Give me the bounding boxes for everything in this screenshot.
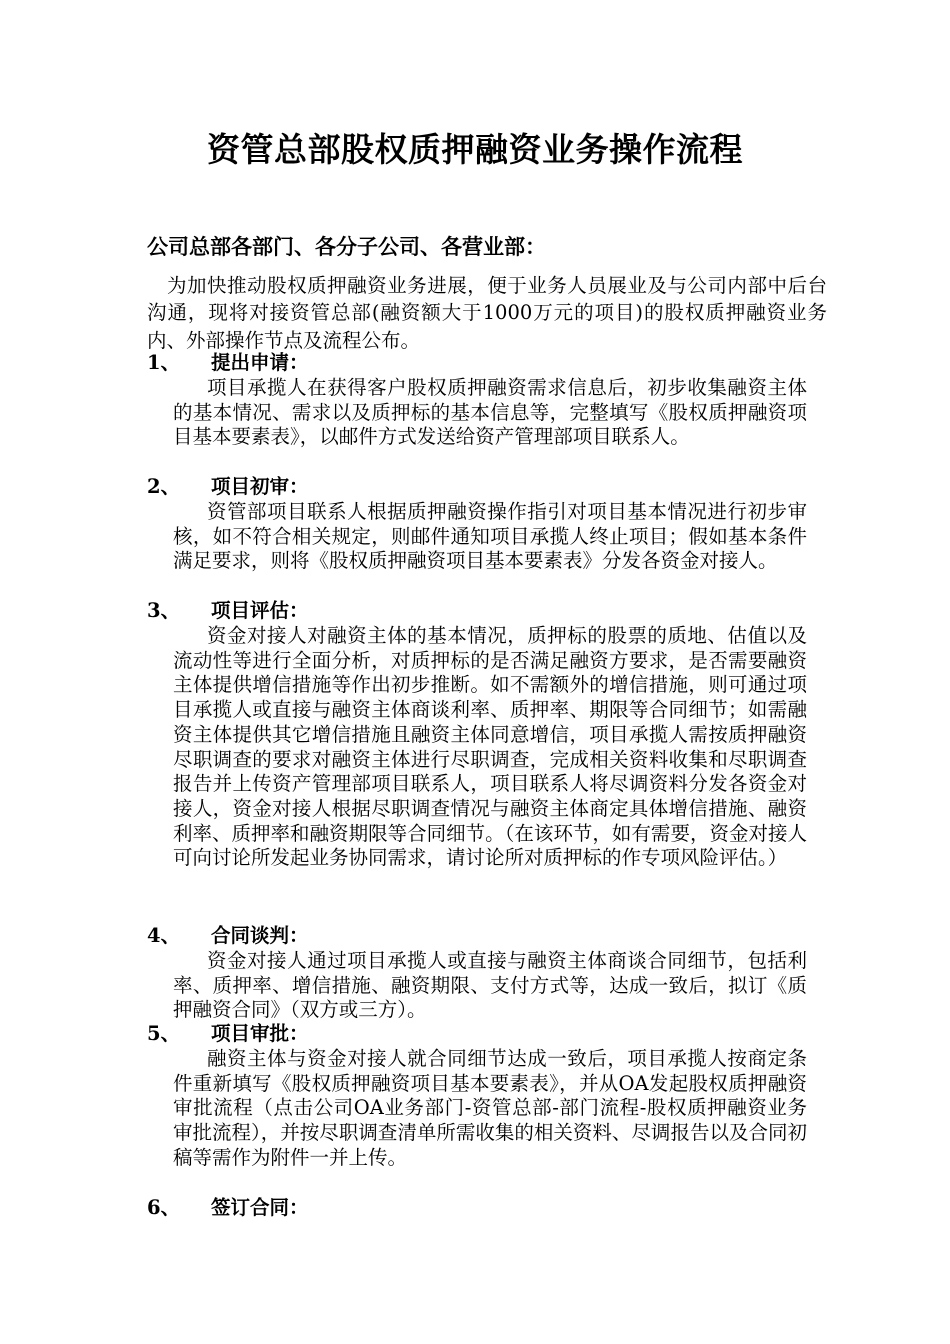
addressee-line: 公司总部各部门、各分子公司、各营业部： [147, 234, 546, 259]
section-heading [147, 922, 827, 949]
section-title: 签订合同： [211, 1196, 309, 1219]
section-title: 提出申请： [211, 351, 309, 374]
section-paragraph: 资金对接人通过项目承揽人或直接与融资主体商谈合同细节，包括利率、质押率、增信措施、融资期限、支付方式等，达成一致后，拟订《质押融资合同》（双方或三方）。 [173, 949, 807, 1022]
section-number: 6、 [147, 1196, 181, 1219]
section-paragraph: 项目承揽人在获得客户股权质押融资需求信息后，初步收集融资主体的基本情况、需求以及质押标的基本信息等，完整填写《股权质押融资项目基本要素表》，以邮件方式发送给资产管理部项目联系人。 [173, 376, 807, 449]
section-heading [147, 349, 827, 376]
document-title: 资管总部股权质押融资业务操作流程 [207, 130, 743, 169]
section-number: 5、 [147, 1022, 181, 1045]
section-heading [147, 597, 827, 624]
intro-paragraph: 为加快推动股权质押融资业务进展，便于业务人员展业及与公司内部中后台沟通，现将对接资管总部(融资额大于1000万元的项目)的股权质押融资业务内、外部操作节点及流程公布。 [147, 274, 827, 352]
section-heading [147, 1194, 827, 1221]
section-3 [147, 597, 827, 871]
section-paragraph: 资金对接人对融资主体的基本情况，质押标的股票的质地、估值以及流动性等进行全面分析，对质押标的是否满足融资方要求，是否需要融资主体提供增信措施等作出初步推断。如不需额外的增信措施，则可通过项目承揽人或直接与融资主体商谈利率、质押率、期限等合同细节；如需融资主体提供其它增信措施且融资主体同意增信，项目承揽人需按质押融资尽职调查的要求对融资主体进行尽职调查，完成相关资料收集和尽职调查报告并上传资产管理部项目联系人，项目联系人将尽调资料分发各资金对接人，资金对接人根据尽职调查情况与融资主体商定具体增信措施、融资利率、质押率和融资期限等合同细节。（在该环节，如有需要，资金对接人可向讨论所发起业务协同需求，请讨论所对质押标的作专项风险评估。） [173, 624, 807, 870]
section-heading [147, 1020, 827, 1047]
section-paragraph: 资管部项目联系人根据质押融资操作指引对项目基本情况进行初步审核，如不符合相关规定，则邮件通知项目承揽人终止项目；假如基本条件满足要求，则将《股权质押融资项目基本要素表》分发各资金对接人。 [173, 500, 807, 573]
section-2 [147, 473, 827, 574]
section-6 [147, 1194, 827, 1221]
section-title: 项目评估： [211, 599, 309, 622]
section-title: 合同谈判： [211, 924, 309, 947]
section-number: 2、 [147, 475, 181, 498]
section-number: 1、 [147, 351, 181, 374]
section-title: 项目初审： [211, 475, 309, 498]
section-number: 4、 [147, 924, 181, 947]
section-1 [147, 349, 827, 450]
section-title: 项目审批： [211, 1022, 309, 1045]
section-number: 3、 [147, 599, 181, 622]
section-paragraph: 融资主体与资金对接人就合同细节达成一致后，项目承揽人按商定条件重新填写《股权质押融资项目基本要素表》，并从OA发起股权质押融资审批流程（点击公司OA业务部门-资管总部-部门流程-股权质押融资业务审批流程），并按尽职调查清单所需收集的相关资料、尽调报告以及合同初稿等需作为附件一并上传。 [173, 1047, 807, 1169]
section-heading [147, 473, 827, 500]
section-5 [147, 1020, 827, 1171]
section-4 [147, 922, 827, 1023]
